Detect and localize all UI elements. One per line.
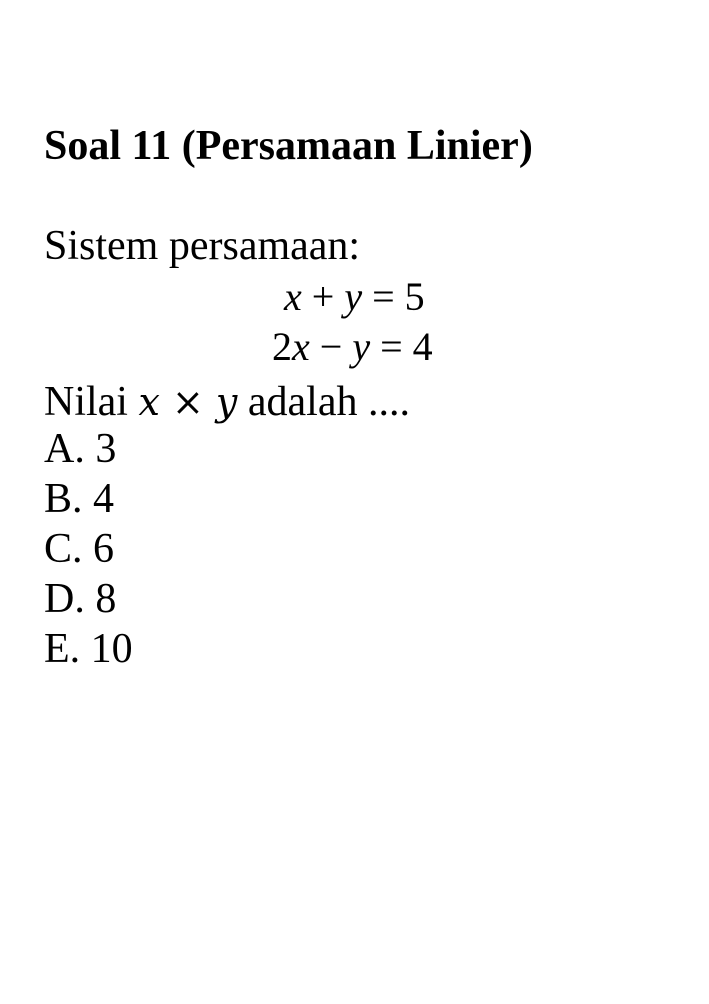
equation-2-operator: − bbox=[309, 324, 353, 369]
answer-options bbox=[44, 424, 133, 674]
equation-2-var-x: x bbox=[292, 324, 310, 369]
equation-2-rhs: = 4 bbox=[370, 324, 433, 369]
prompt-before: Nilai bbox=[44, 379, 139, 425]
option-d: D. 8 bbox=[44, 576, 117, 622]
equation-1-operator: + bbox=[301, 274, 345, 319]
option-b: B. 4 bbox=[44, 476, 115, 522]
option-a: A. 3 bbox=[44, 426, 117, 472]
prompt-math bbox=[138, 380, 237, 424]
equation-1-var-y: y bbox=[344, 274, 363, 319]
prompt-var-x: x bbox=[138, 380, 160, 424]
prompt-operator: × bbox=[159, 380, 216, 424]
equation-1 bbox=[284, 272, 425, 322]
option-c: C. 6 bbox=[44, 526, 115, 572]
option-e: E. 10 bbox=[44, 626, 133, 672]
question-prompt bbox=[44, 376, 410, 428]
question-intro: Sistem persamaan: bbox=[44, 223, 361, 269]
prompt-var-y: y bbox=[215, 380, 238, 424]
equation-2-coef: 2 bbox=[272, 324, 292, 369]
prompt-after: adalah .... bbox=[237, 379, 410, 425]
equation-1-rhs: = 5 bbox=[362, 274, 425, 319]
equation-2-var-y: y bbox=[352, 324, 371, 369]
question-title: Soal 11 (Persamaan Linier) bbox=[44, 123, 533, 169]
equation-2 bbox=[272, 322, 433, 372]
equation-1-var-x: x bbox=[284, 274, 302, 319]
